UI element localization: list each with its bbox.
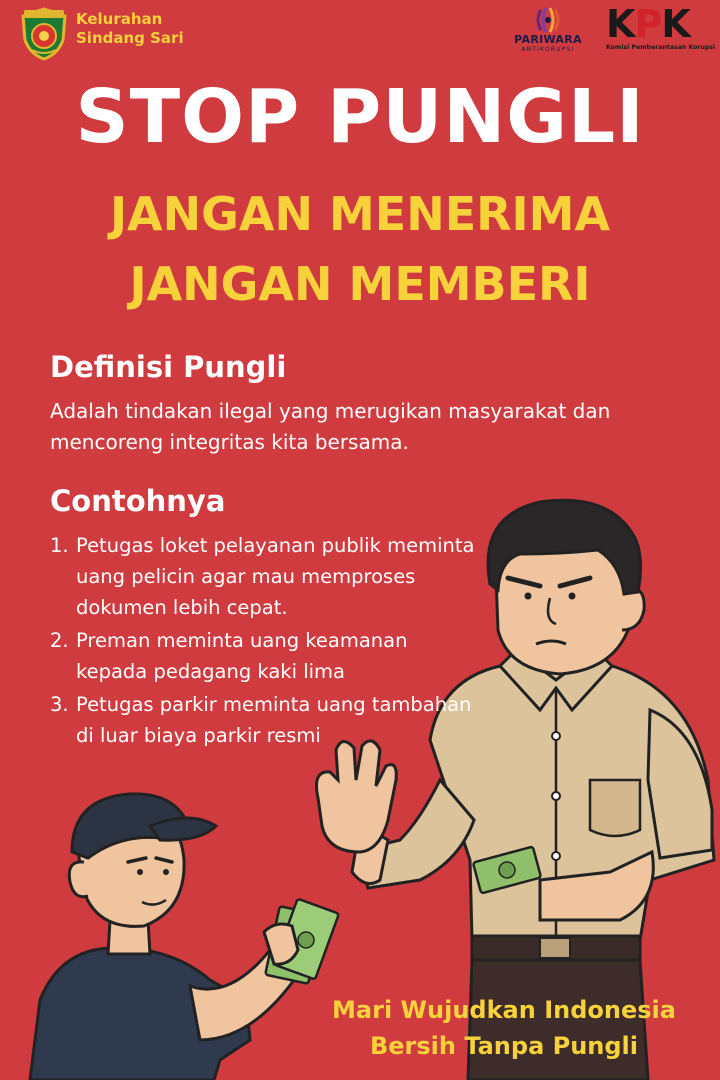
footer-slogan: [314, 992, 694, 1064]
kelurahan-line2: Sindang Sari: [76, 29, 184, 47]
kpk-logo: [606, 4, 714, 60]
kpk-wordmark: KPK: [606, 2, 690, 46]
list-item-text: Preman meminta uang keamanan kepada pedagang kaki lima: [76, 629, 408, 683]
kelurahan-line1: Kelurahan: [76, 10, 163, 28]
examples-list: [50, 530, 480, 753]
pariwara-logo: [506, 6, 590, 60]
list-item-text: Petugas parkir meminta uang tambahan di luar biaya parkir resmi: [76, 693, 472, 747]
definition-heading: Definisi Pungli: [50, 350, 287, 384]
footer-line1: Mari Wujudkan Indonesia: [332, 996, 676, 1024]
list-item-number: 1.: [50, 534, 69, 557]
kpk-subtitle: Komisi Pemberantasan Korupsi: [606, 44, 716, 51]
boy-illustration: [30, 794, 339, 1080]
list-item: [50, 530, 480, 623]
definition-text: Adalah tindakan ilegal yang merugikan masyarakat dan mencoreng integritas kita bersama.: [50, 399, 611, 454]
pariwara-antikorupsi-icon: [531, 6, 565, 34]
list-item-number: 2.: [50, 629, 69, 652]
pariwara-subtitle: ANTIKORUPSI: [521, 46, 575, 53]
kelurahan-name: [76, 10, 184, 48]
subtitle-line1: JANGAN MENERIMA: [109, 187, 611, 241]
list-item: [50, 689, 480, 751]
examples-heading: Contohnya: [50, 484, 226, 518]
list-item-number: 3.: [50, 693, 69, 716]
page-title: STOP PUNGLI: [75, 74, 645, 160]
list-item: [50, 625, 480, 687]
kelurahan-emblem-icon: [18, 6, 70, 62]
footer-line2: Bersih Tanpa Pungli: [369, 1032, 639, 1060]
subtitle-line2: JANGAN MEMBERI: [129, 257, 591, 311]
pariwara-name: PARIWARA: [514, 33, 582, 46]
header: [0, 0, 720, 66]
list-item-text: Petugas loket pelayanan publik meminta uang pelicin agar mau memproses dokumen lebih cepat.: [76, 534, 475, 619]
